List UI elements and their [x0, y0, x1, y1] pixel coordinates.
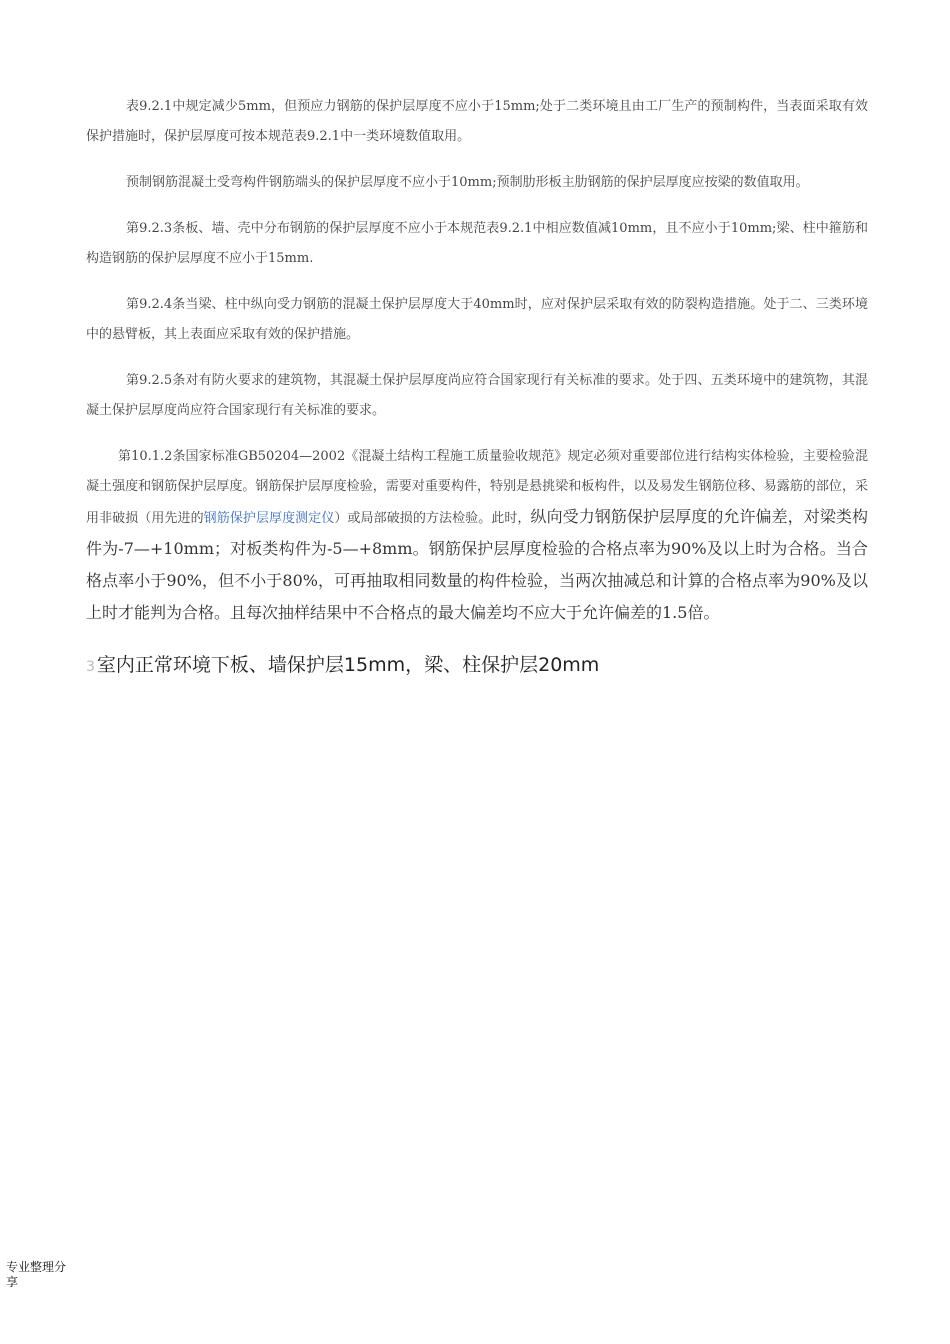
paragraph-clause-10-1-2 [86, 442, 868, 630]
clause-10-1-2-text: 第10.1.2条国家标准GB50204—2002《混凝土结构工程施工质量验收规范》规定必须对重要部位进行结构实体检验，主要检验混凝土强度和钢筋保护层厚度。钢筋保护层厚度检验，需要对重要构件，特别是悬挑梁和板构件，以及易发生钢筋位移、易露筋的部位，采用非破损（用先进的 [86, 449, 868, 526]
paragraph-clause-9-2-4: 第9.2.4条当梁、柱中纵向受力钢筋的混凝土保护层厚度大于40mm时，应对保护层采取有效的防裂构造措施。处于二、三类环境中的悬臂板，其上表面应采取有效的保护措施。 [86, 297, 868, 342]
section-heading [86, 650, 868, 682]
section-number: 3 [86, 659, 95, 675]
paragraph-clause-9-2-3: 第9.2.3条板、墙、壳中分布钢筋的保护层厚度不应小于本规范表9.2.1中相应数值减10mm，且不应小于10mm;梁、柱中箍筋和构造钢筋的保护层厚度不应小于15mm. [86, 221, 868, 266]
paragraph-cover-thickness-prestress: 表9.2.1中规定减少5mm，但预应力钢筋的保护层厚度不应小于15mm;处于二类环境且由工厂生产的预制构件，当表面采取有效保护措施时，保护层厚度可按本规范表9.2.1中一类环境数值取用。 [86, 99, 868, 144]
clause-10-1-2-text-after-link: ）或局部破损的方法检验。此时， [334, 511, 531, 526]
document-body [86, 92, 868, 682]
paragraph-clause-9-2-5: 第9.2.5条对有防火要求的建筑物，其混凝土保护层厚度尚应符合国家现行有关标准的要求。处于四、五类环境中的建筑物，其混凝土保护层厚度尚应符合国家现行有关标准的要求。 [86, 373, 868, 418]
section-heading-text: 室内正常环境下板、墙保护层15mm，梁、柱保护层20mm [96, 654, 600, 676]
tolerance-text: 纵向受力钢筋保护层厚度的允许偏差，对梁类构件为-7—+10mm；对板类构件为-5—+8mm。钢筋保护层厚度检验的合格点率为90%及以上时为合格。当合格点率小于90%，但不小于80%，可再抽取相同数量的构件检验，当两次抽减总和计算的合格点率为90%及以上时才能判为合格。且每次抽样结果中不合格点的最大偏差均不应大于允许偏差的1.5倍。 [86, 507, 868, 622]
footer-note: 专业整理分享 [6, 1260, 67, 1289]
cover-meter-link[interactable]: 钢筋保护层厚度测定仪 [203, 511, 335, 526]
paragraph-precast-member-ends: 预制钢筋混凝土受弯构件钢筋端头的保护层厚度不应小于10mm;预制肋形板主肋钢筋的保护层厚度应按梁的数值取用。 [126, 175, 809, 190]
